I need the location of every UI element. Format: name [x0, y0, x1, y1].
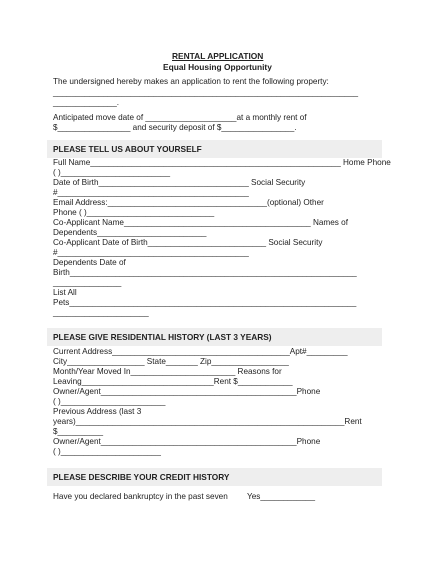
previous-owner-agent-field[interactable]: Owner/Agent___________________________________________Phone	[53, 437, 321, 446]
leaving-rent-field[interactable]: Leaving_____________________________Rent $____________	[53, 377, 293, 386]
form-subtitle: Equal Housing Opportunity	[163, 62, 272, 72]
other-phone-field[interactable]: Phone ( )____________________________	[53, 208, 215, 217]
co-applicant-ssn-field[interactable]: #__________________________________________	[53, 248, 249, 257]
form-title: RENTAL APPLICATION	[172, 51, 264, 61]
previous-address-label: Previous Address (last 3	[53, 407, 142, 416]
current-address-field[interactable]: Current Address_______________________________________Apt#_________	[53, 347, 348, 356]
dependents-dob-label: Dependents Date of	[53, 258, 126, 267]
section-header-yourself	[47, 140, 382, 158]
section-title-residential: PLEASE GIVE RESIDENTIAL HISTORY (LAST 3 YEARS)	[53, 332, 272, 342]
previous-address-field[interactable]: years)___________________________________________________________Rent	[53, 417, 362, 426]
previous-rent-field[interactable]: $__________	[53, 427, 104, 436]
co-applicant-dob-field[interactable]: Co-Applicant Date of Birth__________________________ Social Security	[53, 238, 323, 247]
owner-phone-field[interactable]: ( )_______________________	[53, 397, 166, 406]
city-state-zip-field[interactable]: City_________________ State_______ Zip_________________	[53, 357, 289, 366]
social-security-field[interactable]: #__________________________________________	[53, 188, 249, 197]
dependents-dob-field-2[interactable]: _______________	[53, 278, 122, 287]
pets-label: List All	[53, 288, 77, 297]
email-field[interactable]: Email Address:___________________________________(optional) Other	[53, 198, 324, 207]
property-address-field[interactable]: ___________________________________________________________________	[53, 88, 359, 97]
date-of-birth-field[interactable]: Date of Birth_________________________________ Social Security	[53, 178, 306, 187]
home-phone-field[interactable]: ( )________________________	[53, 168, 171, 177]
section-title-yourself: PLEASE TELL US ABOUT YOURSELF	[53, 144, 202, 154]
intro-text: The undersigned hereby makes an application to rent the following property:	[53, 77, 329, 86]
full-name-field[interactable]: Full Name_______________________________________________________ Home Phone	[53, 158, 391, 167]
property-address-field-2[interactable]: ______________.	[53, 98, 120, 107]
owner-agent-field[interactable]: Owner/Agent___________________________________________Phone	[53, 387, 321, 396]
section-header-residential	[47, 328, 382, 346]
rent-deposit-line[interactable]: $________________ and security deposit of $________________.	[53, 123, 297, 132]
dependents-dob-field[interactable]: Birth_______________________________________________________________	[53, 268, 357, 277]
pets-field[interactable]: Pets_______________________________________________________________	[53, 298, 357, 307]
bankruptcy-question: Have you declared bankruptcy in the past seven	[53, 492, 228, 501]
section-title-credit: PLEASE DESCRIBE YOUR CREDIT HISTORY	[53, 472, 230, 482]
moved-in-field[interactable]: Month/Year Moved In_______________________ Reasons for	[53, 367, 282, 376]
co-applicant-name-field[interactable]: Co-Applicant Name_________________________________________ Names of	[53, 218, 348, 227]
pets-field-2[interactable]: _____________________	[53, 308, 149, 317]
move-date-rent-line[interactable]: Anticipated move date of ____________________at a monthly rent of	[53, 113, 307, 122]
bankruptcy-yes-field[interactable]: Yes____________	[247, 492, 315, 501]
dependents-names-field[interactable]: Dependents________________________	[53, 228, 207, 237]
section-header-credit	[47, 468, 382, 486]
previous-owner-phone-field[interactable]: ( )______________________	[53, 447, 161, 456]
